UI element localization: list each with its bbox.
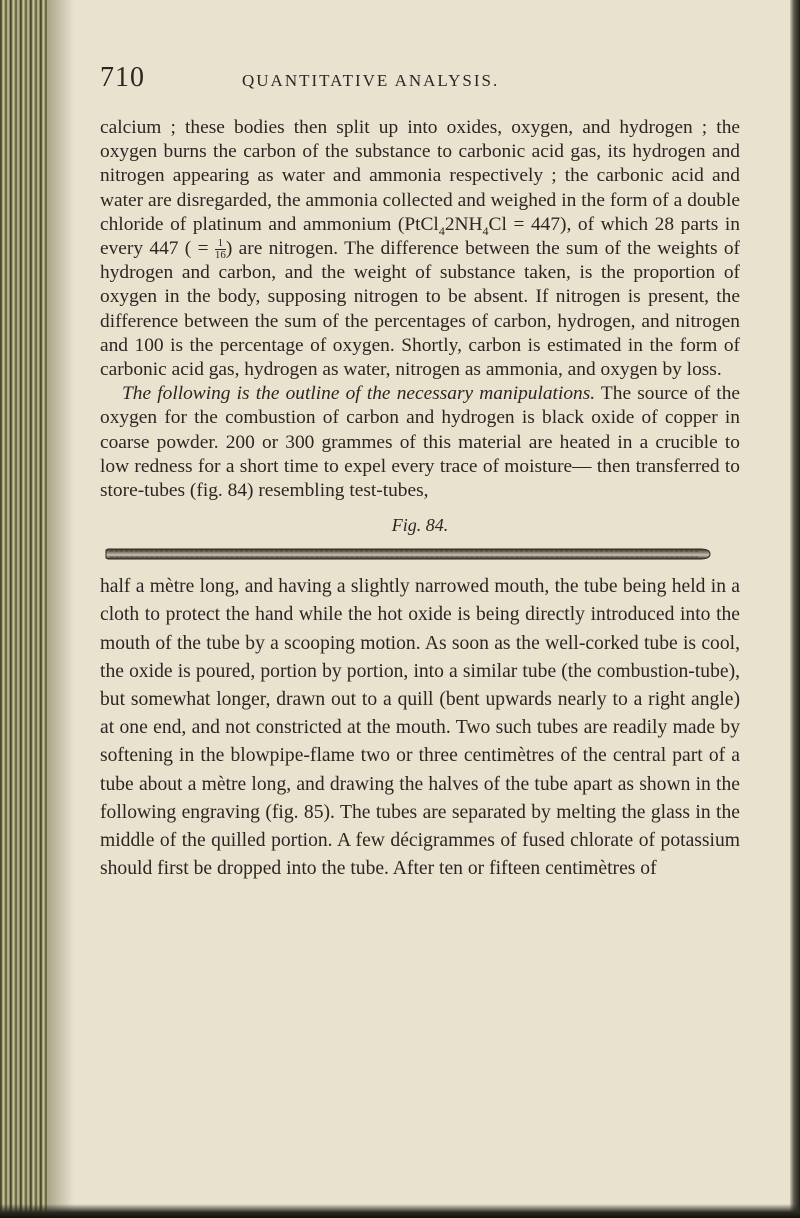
page-number: 710 <box>100 62 145 93</box>
running-title: QUANTITATIVE ANALYSIS. <box>242 71 500 90</box>
paragraph-2-text: The source of the oxygen for the combustion of carbon and hydrogen is black oxide of copper in coarse powder. 200 or 300 grammes of this material are heated in a crucible to low redness for a short time to expel every trace of moisture— then transferred to store-tubes (fig. 84) resembling test-tubes, <box>100 383 740 502</box>
paragraph-manipulations <box>100 382 740 503</box>
test-tube-drawing <box>100 545 720 563</box>
book-page <box>100 62 740 883</box>
subscript-4-a: 4 <box>438 223 445 238</box>
book-gutter <box>0 0 48 1218</box>
page-header <box>100 62 740 102</box>
gutter-shadow <box>48 0 74 1218</box>
subscript-4-b: 4 <box>482 223 489 238</box>
fraction-one-sixteenth <box>215 238 226 261</box>
paragraph-1-text-a: calcium ; these bodies then split up into oxides, oxygen, and hydrogen ; the oxygen burns the carbon of the substance to carbonic acid gas, its hydrogen and nitrogen appearing as water and ammonia respectively ; the carbonic acid and water are disregarded, the ammonia collected and weighed in the form of a double chloride of platinum and ammonium (PtCl <box>100 117 740 235</box>
page-edge-bottom <box>0 1204 800 1218</box>
figure-caption: Fig. 84. <box>391 515 449 536</box>
page-edge-right <box>790 0 800 1218</box>
paragraph-combustion-outline <box>100 116 740 382</box>
paragraph-2-italic-lead: The following is the outline of the necessary manipulations. <box>122 383 596 405</box>
paragraph-1-text-b: 2NH <box>444 213 483 235</box>
paragraph-1-text-d: ) are nitrogen. The difference between the sum of the weights of hydrogen and carbon, and the weight of substance taken, is the proportion of oxygen in the body, supposing nitrogen to be absent. If nitrogen is present, the difference between the sum of the percentages of carbon, hydrogen, and nitrogen and 100 is the percentage of oxygen. Shortly, carbon is estimated in the form of carbonic acid gas, hydrogen as water, nitrogen as ammonia, and oxygen by loss. <box>100 238 740 381</box>
fraction-numerator: 1 <box>215 238 226 250</box>
paragraph-combustion-tube: half a mètre long, and having a slightly narrowed mouth, the tube being held in a cloth to protect the hand while the hot oxide is being directly introduced into the mouth of the tube by a scooping motion. As soon as the well-corked tube is cool, the oxide is poured, portion by portion, into a similar tube (the combustion-tube), but somewhat longer, drawn out to a quill (bent upwards nearly to a right angle) at one end, and not constricted at the mouth. Two such tubes are readily made by softening in the blowpipe-flame two or three centimètres of the central part of a tube about a mètre long, and drawing the halves of the tube apart as shown in the following engraving (fig. 85). The tubes are separated by melting the glass in the middle of the quilled portion. A few décigrammes of fused chlorate of potassium should first be dropped into the tube. After ten or fifteen centimètres of <box>100 576 740 880</box>
fraction-denominator: 16 <box>214 249 226 262</box>
paragraph-1-text-c: Cl = 447), of which 28 parts in every 447 ( = <box>100 213 740 260</box>
